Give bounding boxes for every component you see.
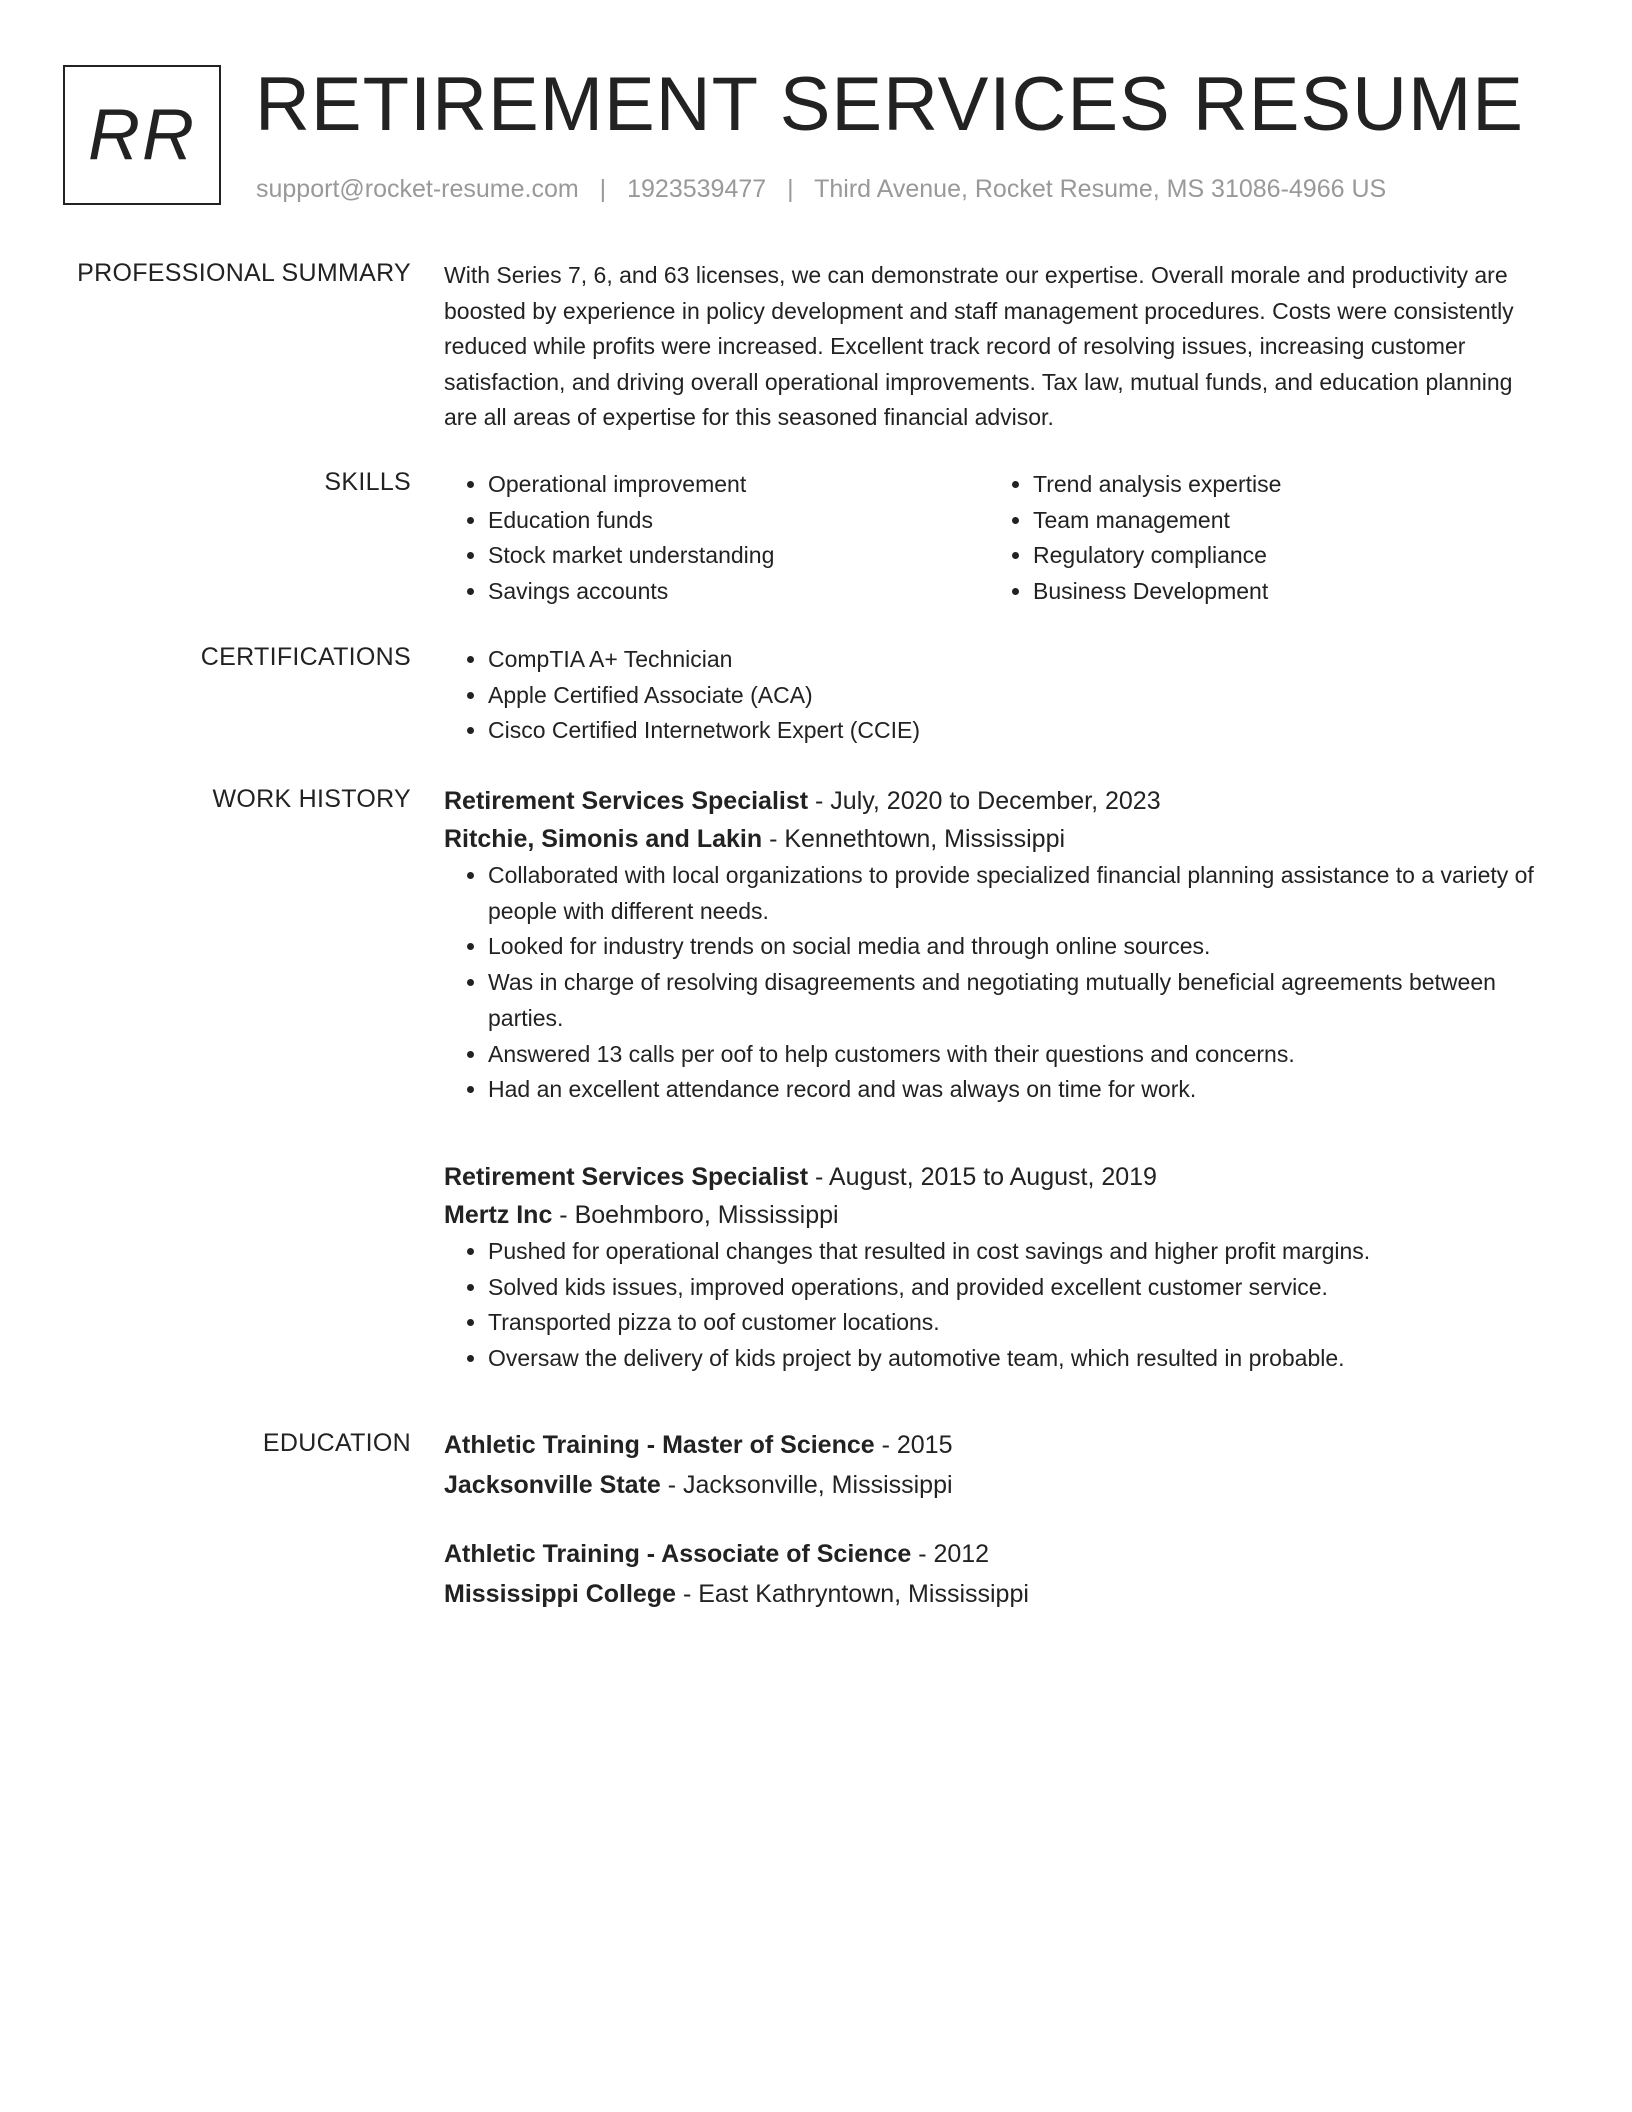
job-duty-item: • Answered 13 calls per oof to help customers with their questions and concerns. <box>488 1037 1544 1073</box>
resume-title: RETIREMENT SERVICES RESUME <box>255 62 1524 147</box>
school-name: Mississippi College <box>444 1580 677 1608</box>
job-company: Mertz Inc <box>444 1201 553 1229</box>
degree-year: - 2015 <box>874 1431 953 1459</box>
contact-phone: 1923539477 <box>627 175 767 203</box>
summary-body <box>444 258 1544 436</box>
monogram-logo <box>63 65 221 205</box>
education-entry <box>444 1426 1544 1504</box>
contact-separator: | <box>599 175 607 203</box>
school-location: - Jacksonville, Mississippi <box>660 1471 953 1499</box>
job-duties <box>444 1234 1544 1377</box>
certifications-heading: CERTIFICATIONS <box>200 643 411 671</box>
job-duty-item: • Had an excellent attendance record and was always on time for work. <box>488 1072 1544 1108</box>
job-duty-item: • Was in charge of resolving disagreements and negotiating mutually beneficial agreements between parties. <box>488 965 1544 1036</box>
job-dates: - August, 2015 to August, 2019 <box>808 1163 1157 1191</box>
job-title: Retirement Services Specialist <box>444 1163 809 1191</box>
job-entry <box>444 1158 1544 1377</box>
contact-email: support@rocket-resume.com <box>256 175 579 203</box>
school-name: Jacksonville State <box>444 1471 661 1499</box>
skill-item: • Business Development <box>1033 574 1534 610</box>
education-entry <box>444 1535 1544 1613</box>
job-duties <box>444 858 1544 1108</box>
work-history-heading: WORK HISTORY <box>212 785 411 813</box>
job-duty-item: • Collaborated with local organizations to provide specialized financial planning assistance to a variety of people with different needs. <box>488 858 1544 929</box>
skill-item: • Stock market understanding <box>488 538 989 574</box>
contact-address: Third Avenue, Rocket Resume, MS 31086-4966 US <box>814 175 1387 203</box>
job-duty-item: • Solved kids issues, improved operations, and provided excellent customer service. <box>488 1270 1544 1306</box>
skill-item: • Team management <box>1033 503 1534 539</box>
job-duty-item: • Transported pizza to oof customer locations. <box>488 1305 1544 1341</box>
job-duty-item: • Oversaw the delivery of kids project by automotive team, which resulted in probable. <box>488 1341 1544 1377</box>
job-company-line <box>444 1196 1544 1234</box>
skill-item: • Operational improvement <box>488 467 989 503</box>
job-location: - Kennethtown, Mississippi <box>762 825 1066 853</box>
job-company: Ritchie, Simonis and Lakin <box>444 825 763 853</box>
certification-item: • Apple Certified Associate (ACA) <box>488 678 1544 714</box>
skills-heading: SKILLS <box>324 468 411 496</box>
school-line <box>444 1466 1544 1504</box>
degree-line <box>444 1535 1544 1573</box>
degree-name: Athletic Training - Master of Science <box>444 1431 875 1459</box>
job-location: - Boehmboro, Mississippi <box>552 1201 839 1229</box>
education-heading: EDUCATION <box>262 1429 411 1457</box>
job-title-line <box>444 782 1544 820</box>
certification-item: • Cisco Certified Internetwork Expert (CCIE) <box>488 713 1544 749</box>
job-company-line <box>444 820 1544 858</box>
monogram-initials: RR <box>88 95 196 175</box>
contact-line <box>256 175 1386 204</box>
resume-header <box>63 62 1563 210</box>
certifications-body <box>444 642 1544 749</box>
skills-column-right <box>989 467 1534 610</box>
school-location: - East Kathryntown, Mississippi <box>676 1580 1029 1608</box>
job-duty-item: • Looked for industry trends on social media and through online sources. <box>488 929 1544 965</box>
contact-separator: | <box>787 175 794 203</box>
degree-year: - 2012 <box>911 1540 990 1568</box>
job-dates: - July, 2020 to December, 2023 <box>808 787 1161 815</box>
skills-column-left <box>444 467 989 610</box>
school-line <box>444 1575 1544 1613</box>
skill-item: • Regulatory compliance <box>1033 538 1534 574</box>
skill-item: • Education funds <box>488 503 989 539</box>
skills-body <box>444 467 1544 610</box>
summary-text: With Series 7, 6, and 63 licenses, we can demonstrate our expertise. Overall morale and productivity are boosted by experience in policy development and staff management procedures. Costs were consistently reduced while profits were increased. Excellent track record of resolving issues, increasing customer satisfaction, and driving overall operational improvements. Tax law, mutual funds, and education planning are all areas of expertise for this seasoned financial advisor. <box>444 262 1514 430</box>
job-duty-item: • Pushed for operational changes that resulted in cost savings and higher profit margins. <box>488 1234 1544 1270</box>
job-title: Retirement Services Specialist <box>444 787 809 815</box>
job-entry <box>444 782 1544 1108</box>
certification-item: • CompTIA A+ Technician <box>488 642 1544 678</box>
job-title-line <box>444 1158 1544 1196</box>
skill-item: • Trend analysis expertise <box>1033 467 1534 503</box>
degree-line <box>444 1426 1544 1464</box>
summary-heading: PROFESSIONAL SUMMARY <box>77 259 411 287</box>
skill-item: • Savings accounts <box>488 574 989 610</box>
degree-name: Athletic Training - Associate of Science <box>444 1540 912 1568</box>
